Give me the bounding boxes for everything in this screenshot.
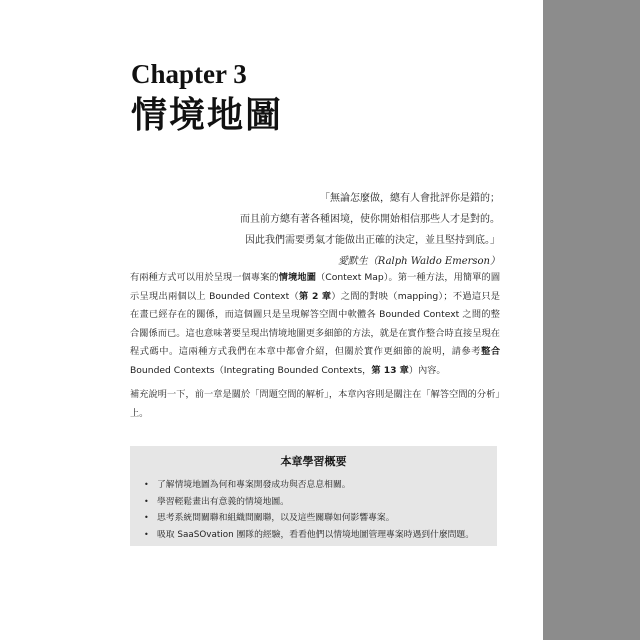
epigraph-line: 而且前方總有著各種困境，使你開始相信那些人才是對的。 bbox=[240, 214, 500, 225]
summary-item bbox=[144, 494, 489, 511]
epigraph-line: 因此我們需要勇氣才能做出正確的決定，並且堅持到底。」 bbox=[245, 235, 500, 246]
summary-item-text: 思考系統間關聯和組織間關聯，以及這些關聯如何影響專案。 bbox=[157, 513, 395, 523]
body-text-run: ）之間的對映（mapping）；不過這只是在畫已經存在的關係，而這個圖只是呈現解答空間中軟體各 Bounded Context 之間的整合關係而已。這也意味著要呈現出情境地圖更多細節的方法，就是在實作整合時直接呈現在程式碼中。這兩種方式我們在本章中都會介紹，但關於實作更細節的說明，請參考 bbox=[130, 290, 500, 357]
summary-item bbox=[144, 477, 489, 494]
body-emphasis: 情境地圖 bbox=[278, 272, 316, 283]
summary-item bbox=[144, 527, 489, 544]
body-text bbox=[130, 269, 500, 429]
summary-list bbox=[144, 477, 489, 543]
body-text-run: Bounded Contexts（Integrating Bounded Contexts， bbox=[130, 364, 372, 376]
body-paragraph-1 bbox=[130, 269, 500, 380]
bullet-icon: • bbox=[144, 529, 149, 539]
body-emphasis: 第 13 章 bbox=[371, 364, 409, 376]
body-paragraph-2: 補充說明一下，前一章是關於「問題空間的解析」，本章內容則是關注在「解答空間的分析」上。 bbox=[130, 389, 500, 419]
bullet-icon: • bbox=[144, 480, 149, 489]
body-text-run: 有兩種方式可以用於呈現一個專案的 bbox=[130, 272, 279, 283]
summary-title: 本章學習概要 bbox=[280, 455, 347, 468]
body-emphasis: 整合 bbox=[481, 346, 501, 357]
body-text-run: ）內容。 bbox=[408, 364, 446, 376]
summary-item bbox=[144, 510, 489, 527]
body-emphasis: 第 2 章 bbox=[298, 290, 332, 302]
epigraph-attribution: 愛默生（Ralph Waldo Emerson） bbox=[337, 256, 500, 267]
summary-item-text: 吸取 SaaSOvation 團隊的經驗，看看他們以情境地圖管理專案時遇到什麼問題。 bbox=[157, 529, 475, 540]
bullet-icon: • bbox=[144, 513, 149, 522]
chapter-number: Chapter 3 bbox=[131, 59, 247, 89]
body-text-run: （Context Map）。第一種方法，用簡單的圖示呈現出兩個以上 Bounded Context（ bbox=[130, 272, 501, 302]
bullet-icon: • bbox=[144, 496, 149, 506]
chapter-title: 情境地圖 bbox=[131, 95, 284, 136]
summary-item-text: 學習輕鬆畫出有意義的情境地圖。 bbox=[157, 496, 289, 507]
chapter-summary-box bbox=[130, 446, 497, 546]
page-edge-thumb-tab bbox=[543, 0, 640, 640]
epigraph-quote bbox=[230, 188, 500, 272]
epigraph-line: 「無論怎麼做，總有人會批評你是錯的； bbox=[320, 193, 500, 204]
summary-item-text: 了解情境地圖為何和專案開發成功與否息息相關。 bbox=[157, 480, 351, 490]
